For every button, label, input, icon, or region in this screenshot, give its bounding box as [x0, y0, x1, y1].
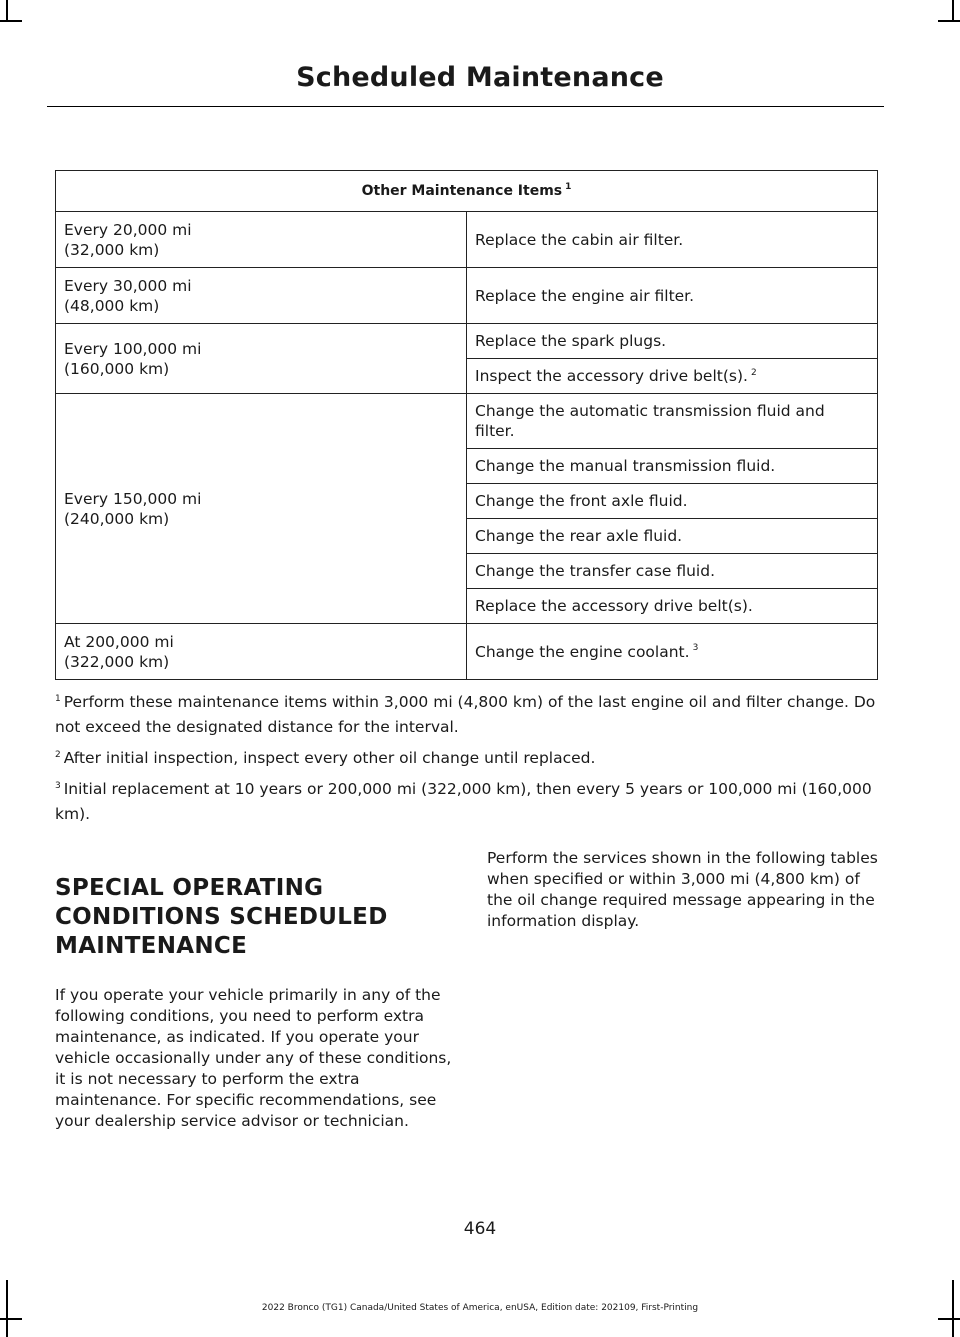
- interval-cell: At 200,000 mi (322,000 km): [56, 624, 467, 680]
- section-paragraph-right: Perform the services shown in the following tables when specified or within 3,000 mi (4,800 km) of the oil change required message appearing in the information display.: [487, 849, 878, 930]
- footnote-text: Initial replacement at 10 years or 200,000 mi (322,000 km), then every 5 years or 100,000 mi (160,000 km).: [55, 780, 872, 823]
- maintenance-item-cell: [467, 519, 878, 554]
- footer-edition: 2022 Bronco (TG1) Canada/United States of America, enUSA, Edition date: 202109, First-Printing: [261, 1303, 699, 1313]
- table-row: [56, 324, 878, 359]
- crop-mark: [0, 20, 22, 22]
- table-row: [56, 624, 878, 680]
- interval-cell: Every 100,000 mi (160,000 km): [56, 324, 467, 394]
- maintenance-item-cell: [467, 324, 878, 359]
- table-body: [56, 212, 878, 680]
- footnote: [55, 690, 885, 740]
- footnote-number: 3: [55, 780, 61, 791]
- maintenance-item-text: Replace the engine air filter.: [475, 286, 695, 305]
- maintenance-item-text: Change the manual transmission fluid.: [475, 457, 776, 475]
- crop-mark: [952, 0, 954, 22]
- maintenance-item-text: Replace the cabin air filter.: [475, 230, 684, 249]
- maintenance-item-cell: [467, 624, 878, 680]
- footnote-number: 2: [55, 749, 61, 760]
- page-header-title: Scheduled Maintenance: [296, 62, 664, 93]
- maintenance-item-text: Change the front axle fluid.: [475, 492, 688, 510]
- interval-cell: Every 30,000 mi (48,000 km): [56, 268, 467, 324]
- footnote-number: 1: [55, 693, 61, 704]
- table-row: [56, 268, 878, 324]
- table-row: [56, 394, 878, 449]
- table-title-text: Other Maintenance Items: [361, 183, 563, 199]
- section-paragraph-left: If you operate your vehicle primarily in any of the following conditions, you need to perform extra maintenance, as indicated. If you operate your vehicle occasionally under any of these conditions, it is not necessary to perform the extra maintenance. For specific recommendations, see your dealership service advisor or technician.: [55, 986, 452, 1130]
- header-rule: [47, 106, 884, 107]
- crop-mark: [6, 0, 8, 22]
- section-title: SPECIAL OPERATING CONDITIONS SCHEDULED MAINTENANCE: [55, 875, 388, 959]
- maintenance-table: [55, 170, 878, 680]
- maintenance-item-cell: [467, 589, 878, 624]
- maintenance-item-cell: [467, 212, 878, 268]
- maintenance-item-text: Change the rear axle fluid.: [475, 527, 683, 545]
- footnote-text: Perform these maintenance items within 3,000 mi (4,800 km) of the last engine oil and filter change. Do not exceed the designated distance for the interval.: [55, 693, 876, 736]
- crop-mark: [938, 1318, 960, 1320]
- maintenance-item-cell: [467, 554, 878, 589]
- interval-cell: Every 150,000 mi (240,000 km): [56, 394, 467, 624]
- maintenance-item-text: Replace the spark plugs.: [475, 332, 667, 350]
- footnote: [55, 777, 885, 827]
- footnote: [55, 746, 885, 771]
- table-row: [56, 212, 878, 268]
- footnote-text: After initial inspection, inspect every other oil change until replaced.: [63, 749, 596, 767]
- footnote-ref: 1: [565, 182, 572, 193]
- maintenance-item-text: Change the transfer case fluid.: [475, 562, 715, 580]
- maintenance-item-text: Change the automatic transmission fluid and filter.: [475, 402, 825, 440]
- page-number: 464: [463, 1219, 497, 1239]
- maintenance-item-cell: [467, 449, 878, 484]
- maintenance-item-text: Replace the accessory drive belt(s).: [475, 597, 753, 615]
- footnote-ref: 2: [750, 367, 757, 378]
- crop-mark: [0, 1318, 22, 1320]
- interval-cell: Every 20,000 mi (32,000 km): [56, 212, 467, 268]
- crop-mark: [938, 20, 960, 22]
- maintenance-item-cell: [467, 359, 878, 394]
- footnotes: [55, 690, 885, 833]
- table-title: [56, 171, 878, 212]
- maintenance-item-text: Inspect the accessory drive belt(s).: [475, 367, 748, 385]
- footnote-ref: 3: [692, 643, 699, 654]
- maintenance-item-cell: [467, 268, 878, 324]
- maintenance-item-text: Change the engine coolant.: [475, 642, 690, 661]
- maintenance-item-cell: [467, 394, 878, 449]
- maintenance-item-cell: [467, 484, 878, 519]
